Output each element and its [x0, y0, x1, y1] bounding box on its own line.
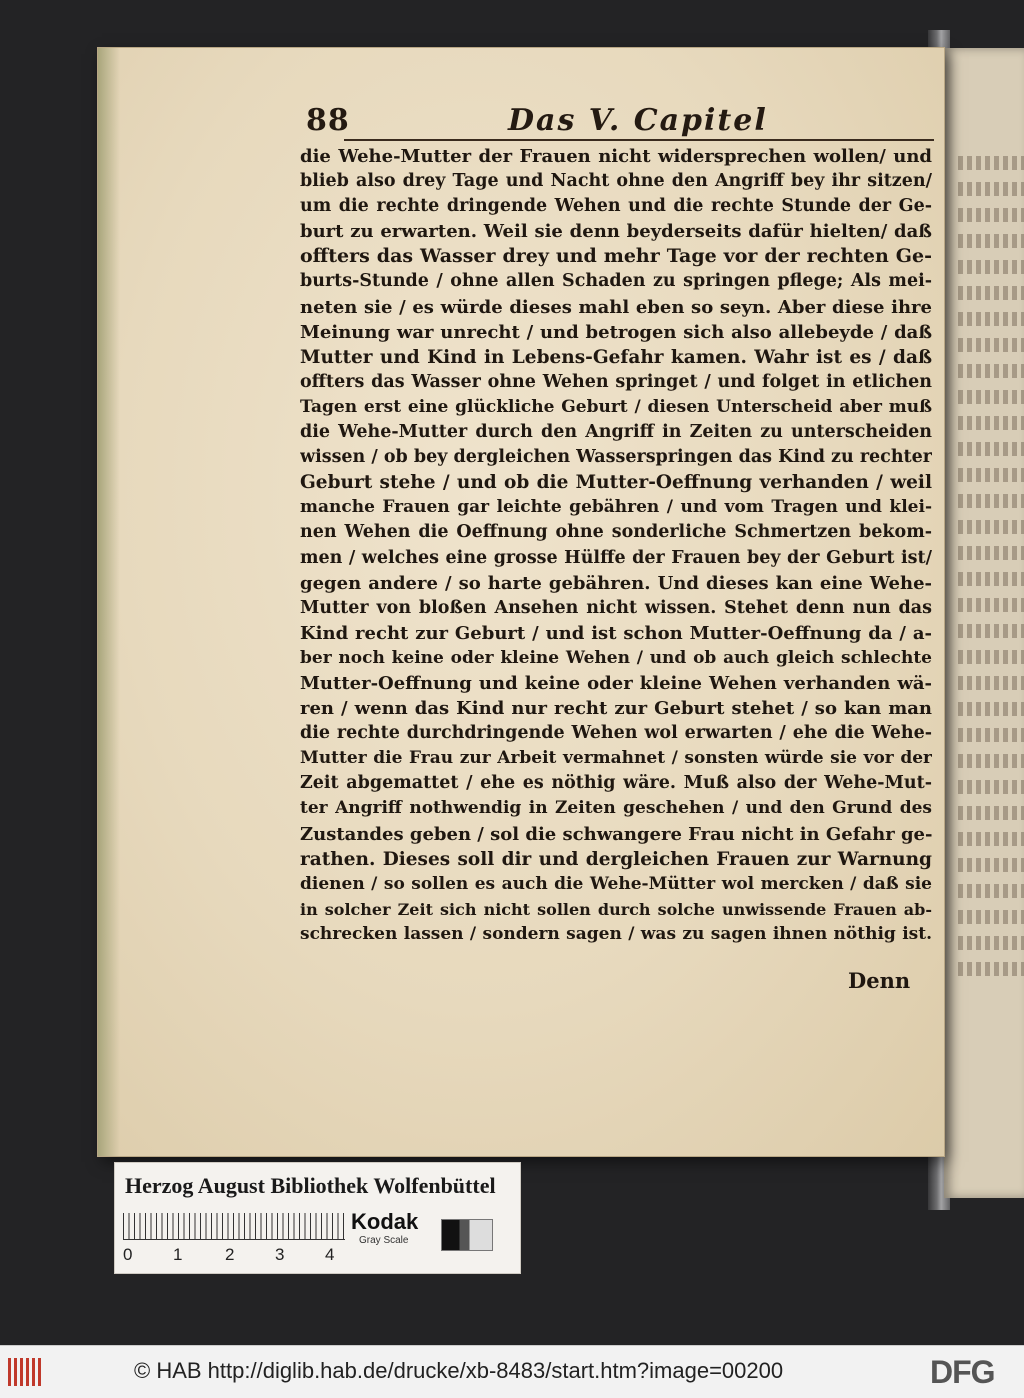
text-line: ber noch keine oder kleine Wehen / und ob auch gleich schlechte: [300, 647, 932, 668]
text-line: Mutter-Oeffnung und keine oder kleine Wehen verhanden wä-: [300, 672, 932, 694]
ruler-label: 4: [325, 1245, 335, 1264]
text-line: offters das Wasser drey und mehr Tage vor der rechten Ge-: [300, 245, 932, 268]
text-line: die Wehe-Mutter der Frauen nicht widersprechen wollen/ und: [300, 146, 932, 167]
text-line: offters das Wasser ohne Wehen springet / und folget in etlichen: [300, 371, 932, 392]
text-line: Tagen erst eine glückliche Geburt / diesen Unterscheid aber muß: [300, 396, 932, 417]
dfg-logo: DFG: [930, 1354, 995, 1390]
text-line: Mutter von bloßen Ansehen nicht wissen. Stehet denn nun das: [300, 597, 932, 618]
text-line: manche Frauen gar leichte gebähren / und vom Tragen und klei-: [300, 497, 932, 518]
text-line: in solcher Zeit sich nicht sollen durch solche unwissende Frauen ab-: [300, 899, 932, 919]
text-line: men / welches eine grosse Hülffe der Frauen bey der Geburt ist/: [300, 547, 932, 568]
facing-page: [944, 48, 1024, 1198]
kodak-brand: Kodak: [351, 1209, 419, 1234]
text-line: Mutter und Kind in Lebens-Gefahr kamen. Wahr ist es / daß: [300, 346, 932, 368]
text-line: Zeit abgemattet / ehe es nöthig wäre. Muß also der Wehe-Mut-: [300, 773, 932, 794]
text-line: ter Angriff nothwendig in Zeiten geschehen / und den Grund des: [300, 798, 932, 819]
card-title: Herzog August Bibliothek Wolfenbüttel: [125, 1173, 496, 1198]
text-line: schrecken lassen / sondern sagen / was zu sagen ihnen nöthig ist.: [300, 923, 932, 944]
text-line: blieb also drey Tage und Nacht ohne den Angriff bey ihr sitzen/: [300, 171, 932, 192]
ruler-label: 0: [123, 1245, 133, 1264]
text-line: neten sie / es würde dieses mahl eben so seyn. Aber diese ihre: [300, 296, 932, 318]
ruler-label: 1: [173, 1245, 183, 1264]
text-line: gegen andere / so harte gebähren. Und dieses kan eine Wehe-: [300, 572, 932, 594]
text-line: die rechte durchdringende Wehen wol erwarten / ehe die Wehe-: [300, 723, 932, 744]
kodak-subtitle: Gray Scale: [359, 1235, 409, 1246]
header-rule: [344, 139, 934, 141]
body-text: [300, 144, 932, 947]
ruler-label: 2: [225, 1245, 235, 1264]
text-line: nen Wehen die Oeffnung ohne sonderliche Schmertzen bekom-: [300, 522, 932, 543]
text-line: Meinung war unrecht / und betrogen sich also allebeyde / daß: [300, 321, 932, 343]
book-page: [98, 48, 944, 1156]
text-line: Zustandes geben / sol die schwangere Frau nicht in Gefahr ge-: [300, 823, 932, 845]
text-line: wissen / ob bey dergleichen Wasserspringen das Kind zu rechter: [300, 447, 932, 468]
page-number: 88: [306, 103, 350, 138]
gray-scale-patch: [441, 1219, 493, 1251]
text-line: dienen / so sollen es auch die Wehe-Mütter wol mercken / daß sie: [300, 873, 932, 894]
hab-barcode-icon: [8, 1358, 42, 1386]
text-line: Geburt stehe / und ob die Mutter-Oeffnung verhanden / weil: [300, 472, 932, 494]
text-line: Mutter die Frau zur Arbeit vermahnet / sonsten würde sie vor der: [300, 748, 932, 769]
scale-ruler: [123, 1207, 345, 1240]
ruler-label: 3: [275, 1245, 285, 1264]
text-line: um die rechte dringende Wehen und die rechte Stunde der Ge-: [300, 196, 932, 217]
running-head: Das V. Capitel: [508, 103, 768, 138]
text-line: die Wehe-Mutter durch den Angriff in Zeiten zu unterscheiden: [300, 422, 932, 443]
text-line: burt zu erwarten. Weil sie denn beyderseits dafür hielten/ daß: [300, 221, 932, 243]
catchword: Denn: [848, 968, 911, 993]
text-line: ren / wenn das Kind nur recht zur Geburt stehet / so kan man: [300, 698, 932, 720]
text-line: burts-Stunde / ohne allen Schaden zu springen pflege; Als mei-: [300, 271, 932, 292]
footer-bar: [0, 1345, 1024, 1398]
library-card: [114, 1162, 521, 1274]
footer-url[interactable]: © HAB http://diglib.hab.de/drucke/xb-8483/start.htm?image=00200: [134, 1358, 784, 1383]
text-line: rathen. Dieses soll dir und dergleichen Frauen zur Warnung: [300, 848, 932, 870]
text-line: Kind recht zur Geburt / und ist schon Mutter-Oeffnung da / a-: [300, 622, 932, 644]
